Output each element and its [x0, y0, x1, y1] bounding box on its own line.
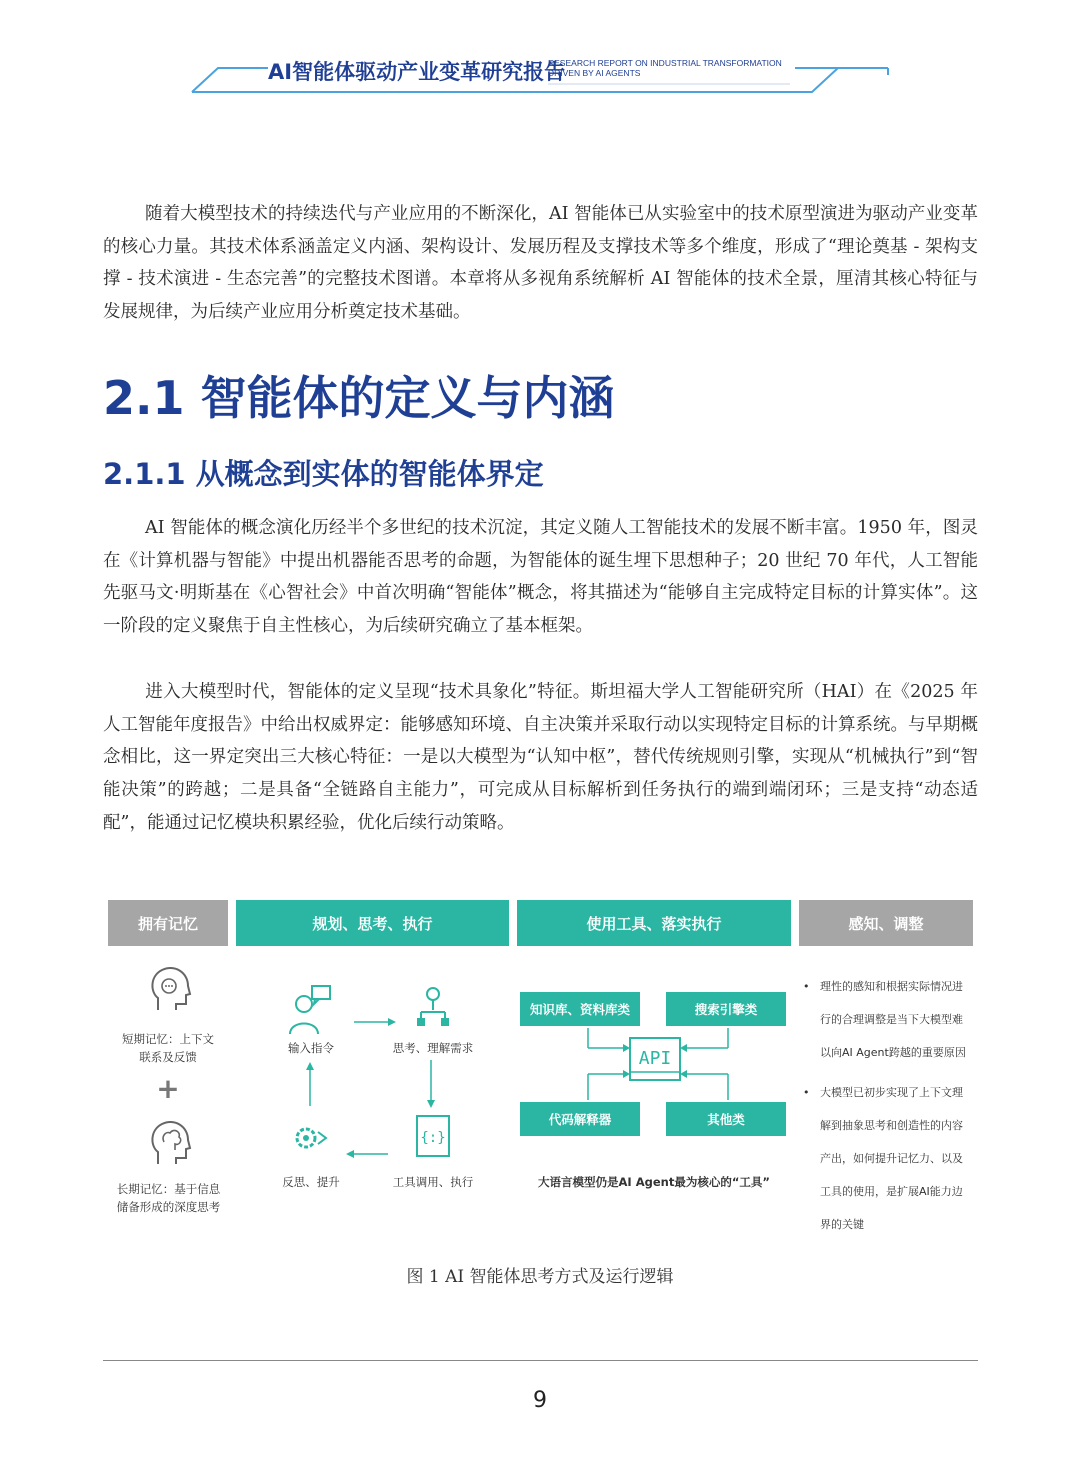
- reflect-improve-label: 反思、提升: [282, 1175, 340, 1189]
- paragraph-3-text: 进入大模型时代，智能体的定义呈现“技术具象化”特征。斯坦福大学人工智能研究所（HAI）在《2025 年人工智能年度报告》中给出权威界定：能够感知环境、自主决策并采取行动以实现特定目标的计算系统。与早期概念相比，这一界定突出三大核心特征：一是以大模型为“认知中枢”，替代传统规则引擎，实现从“机械执行”到“智能决策”的跨越；二是具备“全链路自主能力”，可完成从目标解析到任务执行的端到端闭环；三是支持“动态适配”，能通过记忆模块积累经验，优化后续行动策略。: [103, 682, 978, 833]
- bullet-2-text: 大模型已初步实现了上下文理解到抽象思考和创造性的内容产出，如何提升记忆力、以及工具的使用，是扩展AI能力边界的关键: [820, 1086, 963, 1231]
- perception-bullet-2: [803, 1076, 973, 1241]
- loop-arrows: [108, 900, 518, 1240]
- header-perception: 感知、调整: [799, 900, 973, 946]
- header-decoration: [0, 0, 1080, 110]
- subtitle-line-2: DRIVEN BY AI AGENTS: [548, 68, 641, 78]
- input-instruction-label: 输入指令: [288, 1041, 334, 1055]
- other-tools-box: 其他类: [666, 1102, 786, 1136]
- intro-text: 随着大模型技术的持续迭代与产业应用的不断深化，AI 智能体已从实验室中的技术原型演进为驱动产业变革的核心力量。其技术体系涵盖定义内涵、架构设计、发展历程及支撑技术等多个维度，形成了“理论奠基 - 架构支撑 - 技术演进 - 生态完善”的完整技术图谱。本章将从多视角系统解析 AI 智能体的技术全景，厘清其核心特征与发展规律，为后续产业应用分析奠定技术基础。: [103, 204, 978, 323]
- header-tools: 使用工具、落实执行: [517, 900, 791, 946]
- subsection-title: 2.1.1 从概念到实体的智能体界定: [103, 457, 544, 491]
- header-planning: 规划、思考、执行: [236, 900, 509, 946]
- svg-text:{:}: {:}: [420, 1130, 446, 1146]
- subtitle-line-1: RESEARCH REPORT ON INDUSTRIAL TRANSFORMATION: [548, 58, 782, 68]
- short-memory-label: 短期记忆：上下文 联系及反馈: [122, 1032, 214, 1064]
- paragraph-2-text: AI 智能体的概念演化历经半个多世纪的技术沉淀，其定义随人工智能技术的发展不断丰富。1950 年，图灵在《计算机器与智能》中提出机器能否思考的命题，为智能体的诞生埋下思想种子；20 世纪 70 年代，人工智能先驱马文·明斯基在《心智社会》中首次明确“智能体”概念，将其描述为“能够自主完成特定目标的计算实体”。这一阶段的定义聚焦于自主性核心，为后续研究确立了基本框架。: [103, 518, 978, 637]
- think-understand-label: 思考、理解需求: [392, 1041, 474, 1055]
- bullet-dot: •: [803, 980, 810, 993]
- figure-caption: 图 1 AI 智能体思考方式及运行逻辑: [406, 1267, 674, 1287]
- api-label: API: [638, 1048, 672, 1069]
- perception-bullet-1: [803, 970, 973, 1069]
- bullet-1-text: 理性的感知和根据实际情况进行的合理调整是当下大模型难以向AI Agent跨越的重要原因: [820, 980, 966, 1059]
- search-engine-box: 搜索引擎类: [666, 992, 786, 1026]
- paragraph-2: [103, 512, 978, 643]
- section-title: 2.1 智能体的定义与内涵: [103, 371, 615, 425]
- report-subtitle: [548, 58, 782, 78]
- page-number: 9: [533, 1388, 547, 1413]
- page-header: [0, 0, 1080, 110]
- intro-paragraph: [103, 198, 978, 329]
- figure-agent-logic: [108, 900, 973, 1240]
- footer-rule: [103, 1360, 978, 1361]
- llm-tool-caption: 大语言模型仍是AI Agent最为核心的“工具”: [538, 1175, 770, 1189]
- paragraph-3: [103, 676, 978, 840]
- report-title: AI智能体驱动产业变革研究报告: [268, 60, 566, 84]
- tool-call-label: 工具调用、执行: [392, 1175, 474, 1189]
- plus-sign: +: [156, 1072, 180, 1105]
- code-interpreter-box: 代码解释器: [520, 1102, 640, 1136]
- header-memory: 拥有记忆: [108, 900, 228, 946]
- long-memory-label: 长期记忆：基于信息 储备形成的深度思考: [116, 1182, 221, 1214]
- knowledge-base-box: 知识库、资料库类: [520, 992, 640, 1026]
- bullet-dot: •: [803, 1086, 810, 1099]
